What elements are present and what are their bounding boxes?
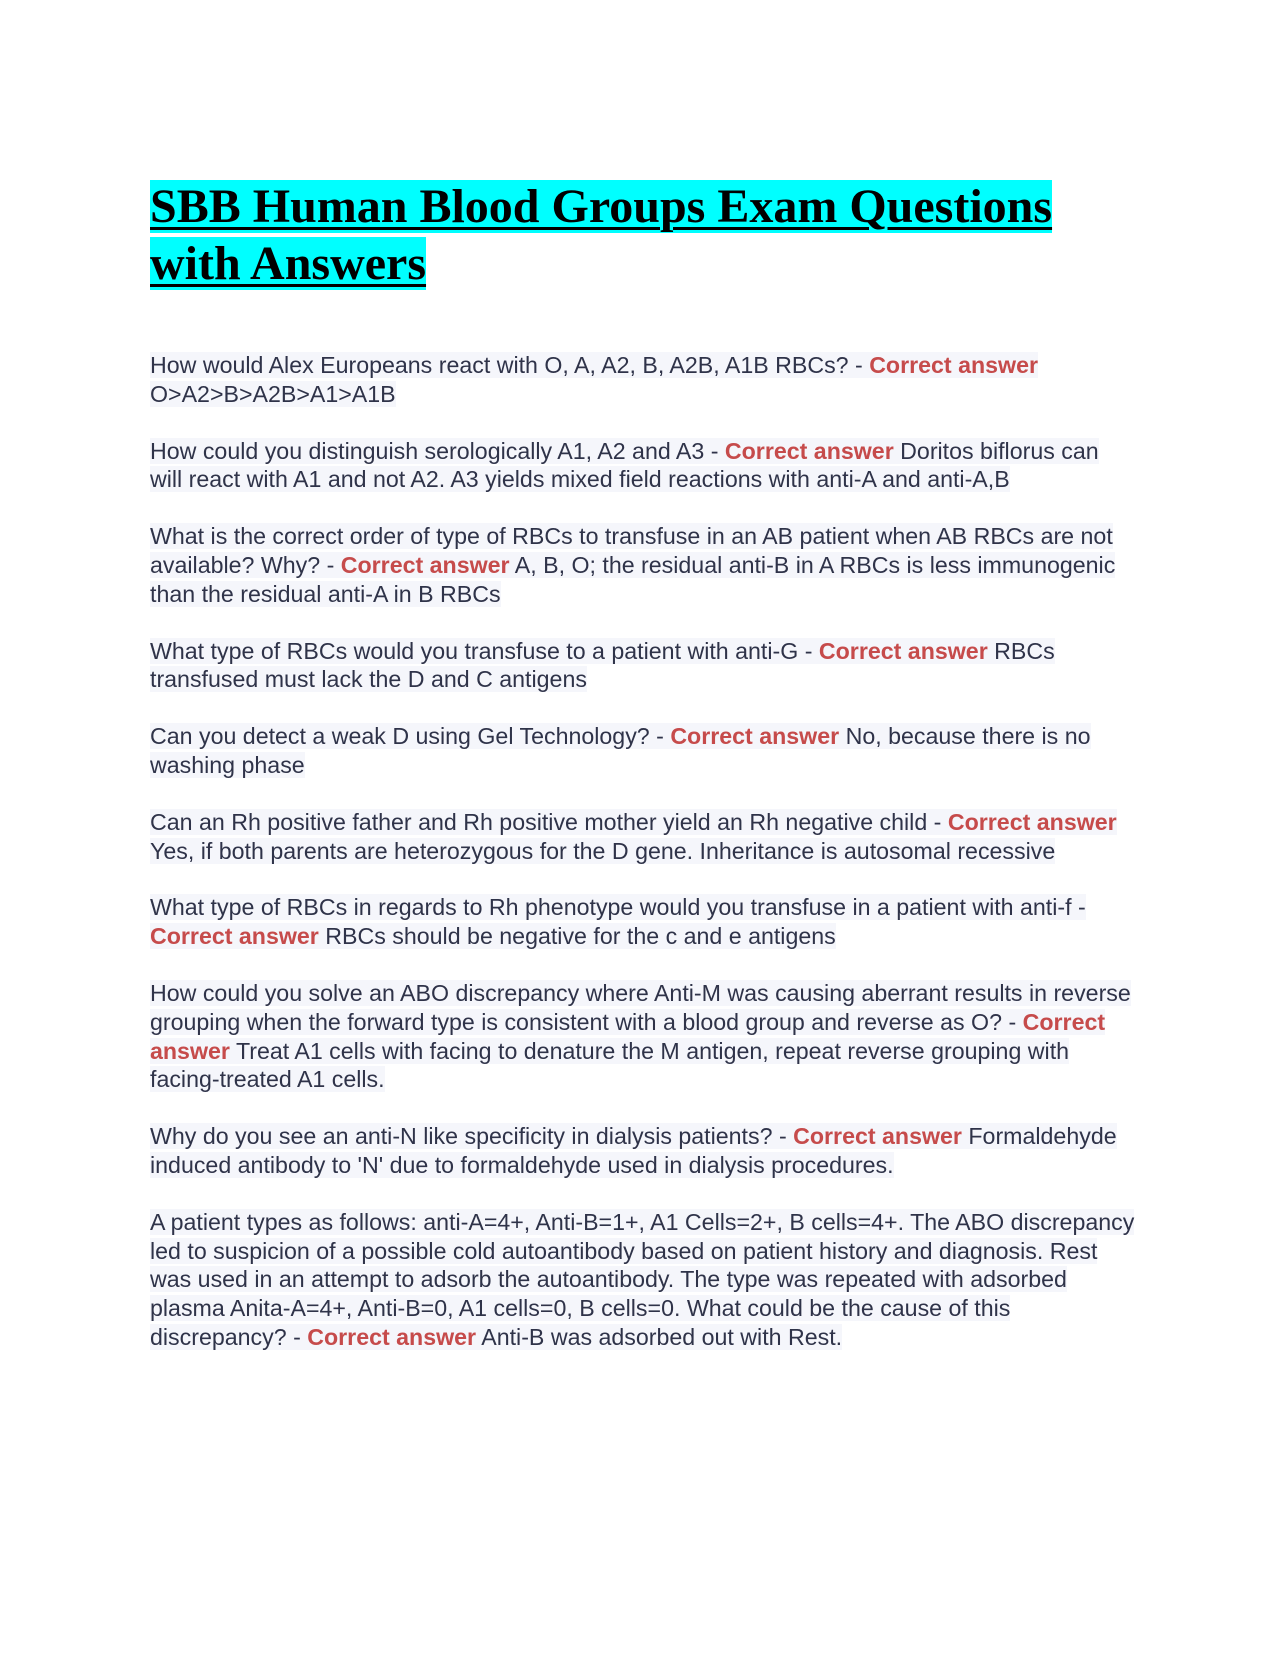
qa-body xyxy=(150,438,1099,493)
answer-label: Correct answer xyxy=(818,637,988,664)
answer-label: Correct answer xyxy=(670,723,840,750)
document-page xyxy=(150,178,1135,1380)
qa-body xyxy=(150,809,1117,864)
qa-item xyxy=(150,808,1135,866)
separator: - xyxy=(704,437,725,464)
question-text: What is the correct order of type of RBCs to transfuse in an AB patient when AB RBCs are not available? Why? xyxy=(150,523,1113,578)
answer-label: Correct answer xyxy=(150,923,319,950)
question-text: How would Alex Europeans react with O, A, A2, B, A2B, A1B RBCs? xyxy=(150,352,849,378)
answer-text: Treat A1 cells with facing to denature the M antigen, repeat reverse grouping with facing-treated A1 cells. xyxy=(150,1037,1070,1093)
question-text: Why do you see an anti-N like specificity in dialysis patients? xyxy=(150,1123,773,1150)
qa-item xyxy=(150,437,1135,495)
answer-label: Correct answer xyxy=(793,1123,962,1150)
separator: - xyxy=(649,723,671,750)
qa-body xyxy=(150,352,1038,407)
answer-label: Correct answer xyxy=(869,352,1039,378)
qa-item xyxy=(150,637,1135,695)
separator: - xyxy=(772,1123,794,1150)
separator: - xyxy=(927,808,948,835)
answer-label: Correct answer xyxy=(947,808,1117,835)
qa-item xyxy=(150,722,1135,780)
qa-item xyxy=(150,1208,1135,1352)
separator: - xyxy=(848,352,870,378)
answer-label: Correct answer xyxy=(150,1008,1106,1064)
qa-item xyxy=(150,522,1135,608)
qa-item xyxy=(150,893,1135,951)
qa-body xyxy=(150,723,1091,778)
answer-label: Correct answer xyxy=(724,437,894,464)
answer-text: Yes, if both parents are heterozygous for the D gene. Inheritance is autosomal recessive xyxy=(150,837,1056,864)
qa-body xyxy=(150,1123,1117,1178)
document-title-text: SBB Human Blood Groups Exam Questions with Answers xyxy=(150,180,1053,290)
qa-body xyxy=(150,894,1086,949)
answer-text: O>A2>B>A2B>A1>A1B xyxy=(150,380,396,407)
question-text: A patient types as follows: anti-A=4+, Anti-B=1+, A1 Cells=2+, B cells=4+. The ABO discrepancy led to suspicion of a possible cold autoantibody based on patient history and diagnosis. Rest was used in an attempt to adsorb the autoantibody. The type was repeated with adsorbed plasma Anita-A=4+, Anti-B=0, A1 cells=0, B cells=0. What could be the cause of this discrepancy? xyxy=(150,1208,1135,1350)
separator: - xyxy=(286,1323,308,1350)
answer-label: Correct answer xyxy=(307,1323,477,1350)
qa-body xyxy=(150,523,1115,607)
answer-text: Anti-B was adsorbed out with Rest. xyxy=(481,1323,843,1350)
qa-item xyxy=(150,1122,1135,1180)
separator: - xyxy=(320,551,341,578)
answer-text: RBCs should be negative for the c and e antigens xyxy=(325,923,836,950)
qa-list xyxy=(150,351,1135,1352)
qa-item xyxy=(150,979,1135,1094)
separator: - xyxy=(798,637,819,664)
answer-label: Correct answer xyxy=(340,551,510,578)
answer-text: A, B, O; the residual anti-B in A RBCs is less immunogenic than the residual anti-A in B RBCs xyxy=(150,551,1116,607)
question-text: What type of RBCs in regards to Rh phenotype would you transfuse in a patient with anti-f xyxy=(150,894,1072,921)
question-text: Can you detect a weak D using Gel Technology? xyxy=(150,723,650,750)
qa-item xyxy=(150,351,1135,409)
question-text: What type of RBCs would you transfuse to a patient with anti-G xyxy=(150,637,799,664)
question-text: Can an Rh positive father and Rh positive mother yield an Rh negative child xyxy=(150,808,928,835)
answer-text: No, because there is no washing phase xyxy=(150,723,1091,778)
separator: - xyxy=(1071,894,1086,921)
qa-body xyxy=(150,980,1131,1092)
answer-text: Formaldehyde induced antibody to 'N' due to formaldehyde used in dialysis procedures. xyxy=(150,1123,1117,1178)
qa-body xyxy=(150,638,1055,693)
qa-body xyxy=(150,1209,1134,1350)
answer-text: Doritos biflorus can will react with A1 and not A2. A3 yields mixed field reactions with anti-A and anti-A,B xyxy=(150,437,1099,493)
question-text: How could you distinguish serologically A1, A2 and A3 xyxy=(150,437,705,464)
separator: - xyxy=(1002,1008,1023,1035)
question-text: How could you solve an ABO discrepancy where Anti-M was causing aberrant results in reverse grouping when the forward type is consistent with a blood group and reverse as O? xyxy=(150,979,1131,1035)
document-title xyxy=(150,178,1135,292)
answer-text: RBCs transfused must lack the D and C antigens xyxy=(150,637,1055,693)
